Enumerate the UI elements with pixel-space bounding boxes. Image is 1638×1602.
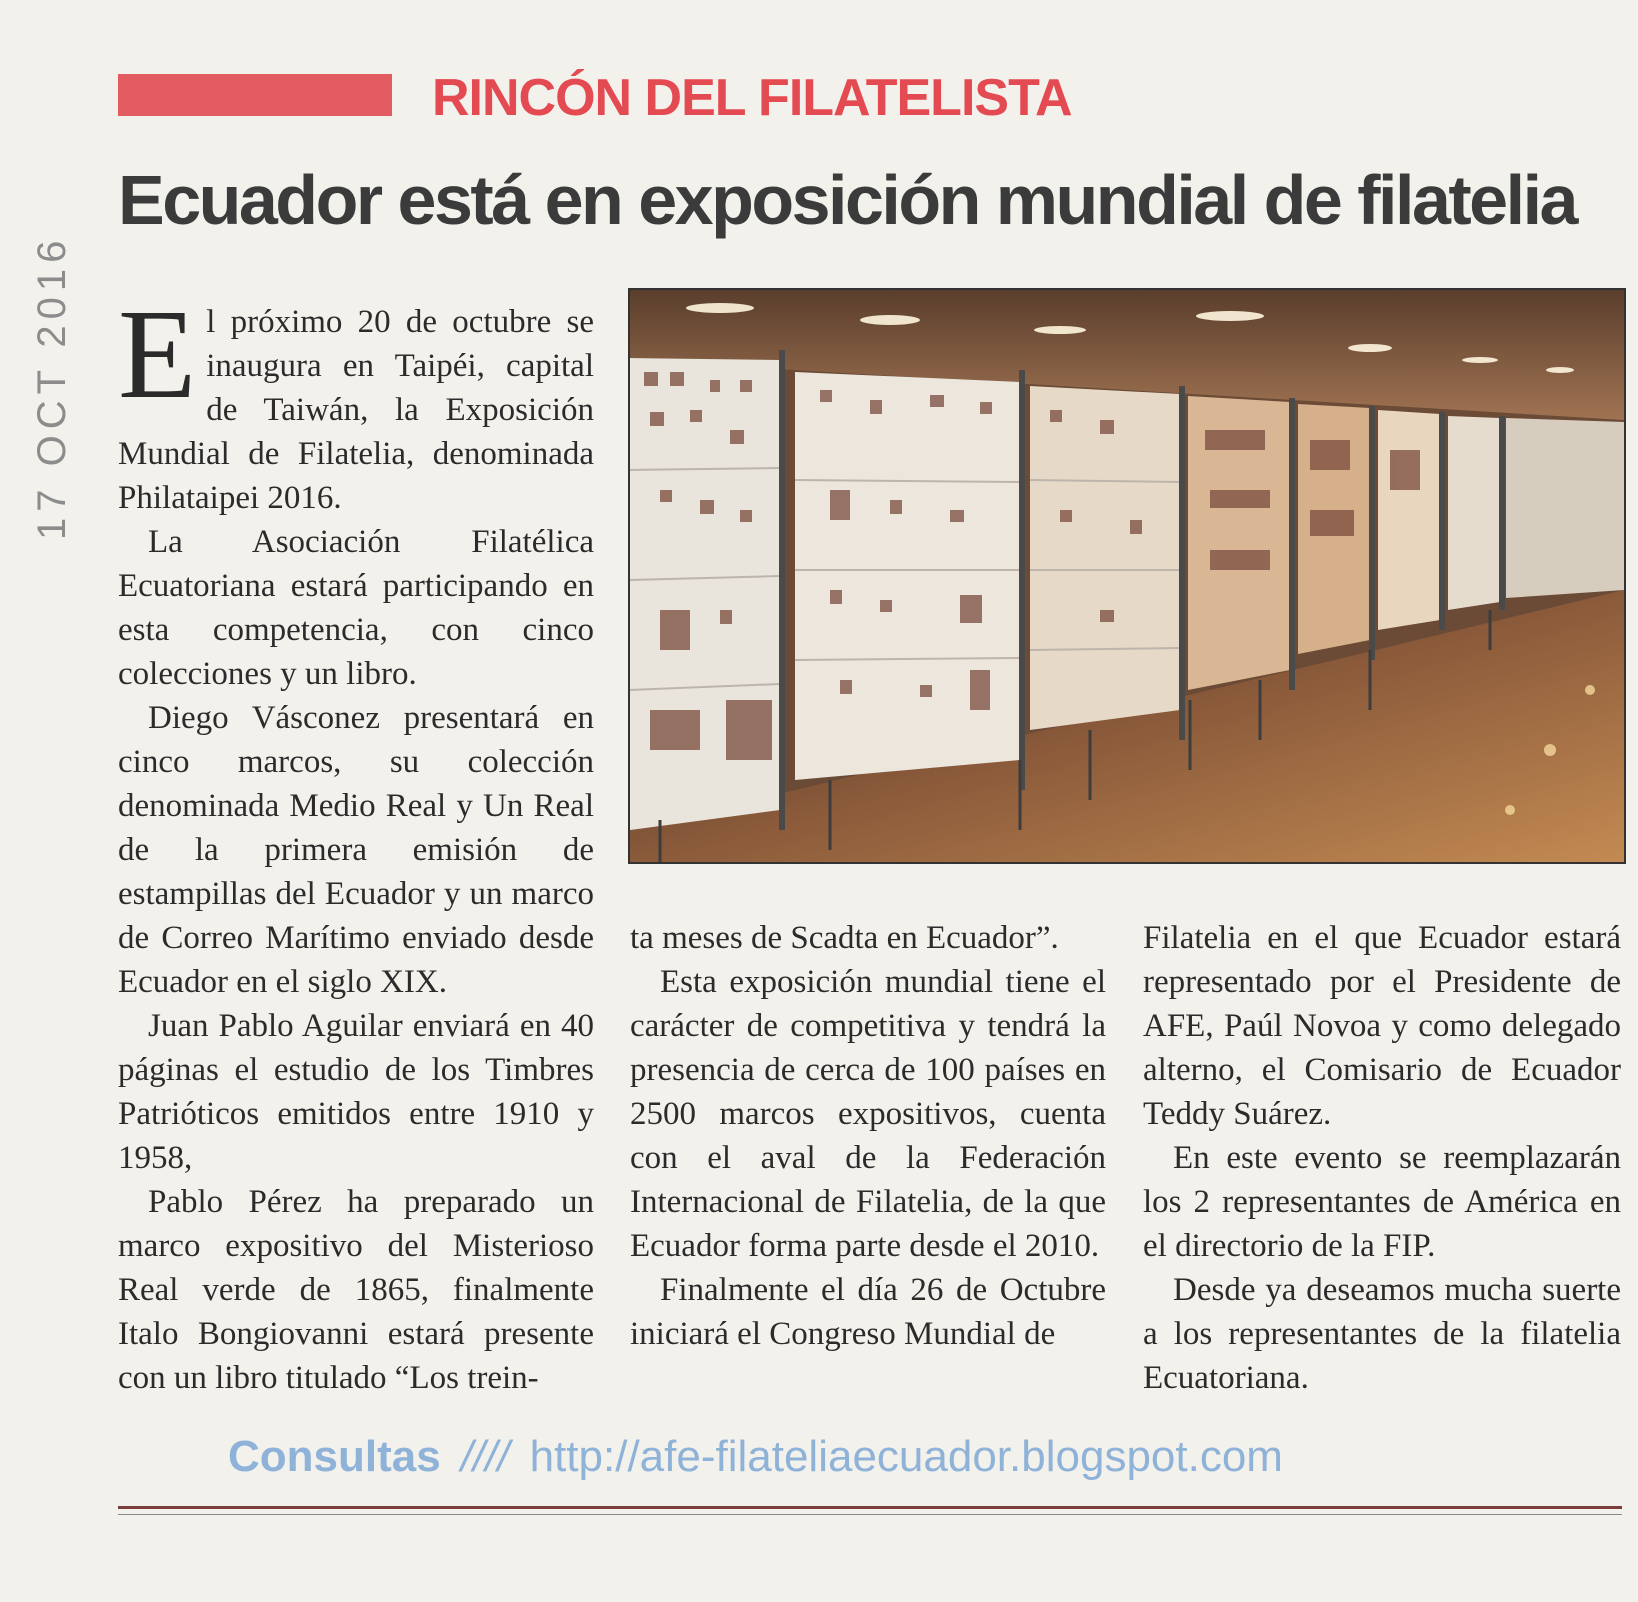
article-paragraph: Diego Vásconez presentará en cinco marcos, su colección denominada Medio Real y Un Real de la primera emisión de estampillas del Ecuador y un marco de Correo Marítimo enviado desde Ecuador en el siglo XIX. <box>118 700 594 1000</box>
exhibition-photo <box>628 288 1626 864</box>
footer-rule <box>118 1506 1622 1509</box>
article-paragraph: La Asociación Filatélica Ecuatoriana estará participando en esta competencia, con cinco colecciones y un libro. <box>118 524 594 692</box>
article-column-2 <box>630 916 1106 1356</box>
article-paragraph: Finalmente el día 26 de Octubre iniciará el Congreso Mundial de <box>630 1272 1106 1352</box>
article-paragraph: Filatelia en el que Ecuador estará representado por el Presidente de AFE, Paúl Novoa y como delegado alterno, el Comisario de Ecuador Teddy Suárez. <box>1143 920 1621 1132</box>
article-paragraph: Pablo Pérez ha preparado un marco expositivo del Misterioso Real verde de 1865, finalmente Italo Bongiovanni estará presente con un libro titulado “Los trein- <box>118 1184 594 1396</box>
consultation-line <box>228 1432 1283 1482</box>
article-paragraph: Desde ya deseamos mucha suerte a los representantes de la filatelia Ecuatoriana. <box>1143 1272 1621 1396</box>
consultation-separator: //// <box>460 1432 510 1481</box>
article-paragraph <box>118 283 594 520</box>
article-column-3 <box>1143 916 1621 1400</box>
article-paragraph: En este evento se reemplazarán los 2 representantes de América en el directorio de la FIP. <box>1143 1140 1621 1264</box>
consultation-label: Consultas <box>228 1432 441 1481</box>
headline: Ecuador está en exposición mundial de filatelia <box>118 161 1576 239</box>
section-label: RINCÓN DEL FILATELISTA <box>432 69 1072 127</box>
consultation-url[interactable]: http://afe-filateliaecuador.blogspot.com <box>529 1432 1283 1481</box>
article-paragraph: Esta exposición mundial tiene el carácter de competitiva y tendrá la presencia de cerca de 100 países en 2500 marcos expositivos, cuenta con el aval de la Federación Internacional de Filatelia, de la que Ecuador forma parte desde el 2010. <box>630 964 1106 1264</box>
section-color-bar <box>118 74 392 116</box>
footer-rule-thin <box>118 1514 1622 1515</box>
article-paragraph: Juan Pablo Aguilar enviará en 40 páginas el estudio de los Timbres Patrióticos emitidos entre 1910 y 1958, <box>118 1008 594 1176</box>
article-column-1 <box>118 283 594 1400</box>
date-stamp: 17 OCT 2016 <box>30 234 74 540</box>
article-paragraph: ta meses de Scadta en Ecuador”. <box>630 920 1059 956</box>
paragraph-text: l próximo 20 de octubre se inaugura en Taipéi, capital de Taiwán, la Exposición Mundial de Filatelia, denominada Philataipei 2016. <box>118 304 594 516</box>
exhibition-hall-image <box>630 290 1624 862</box>
drop-cap: E <box>118 283 197 425</box>
